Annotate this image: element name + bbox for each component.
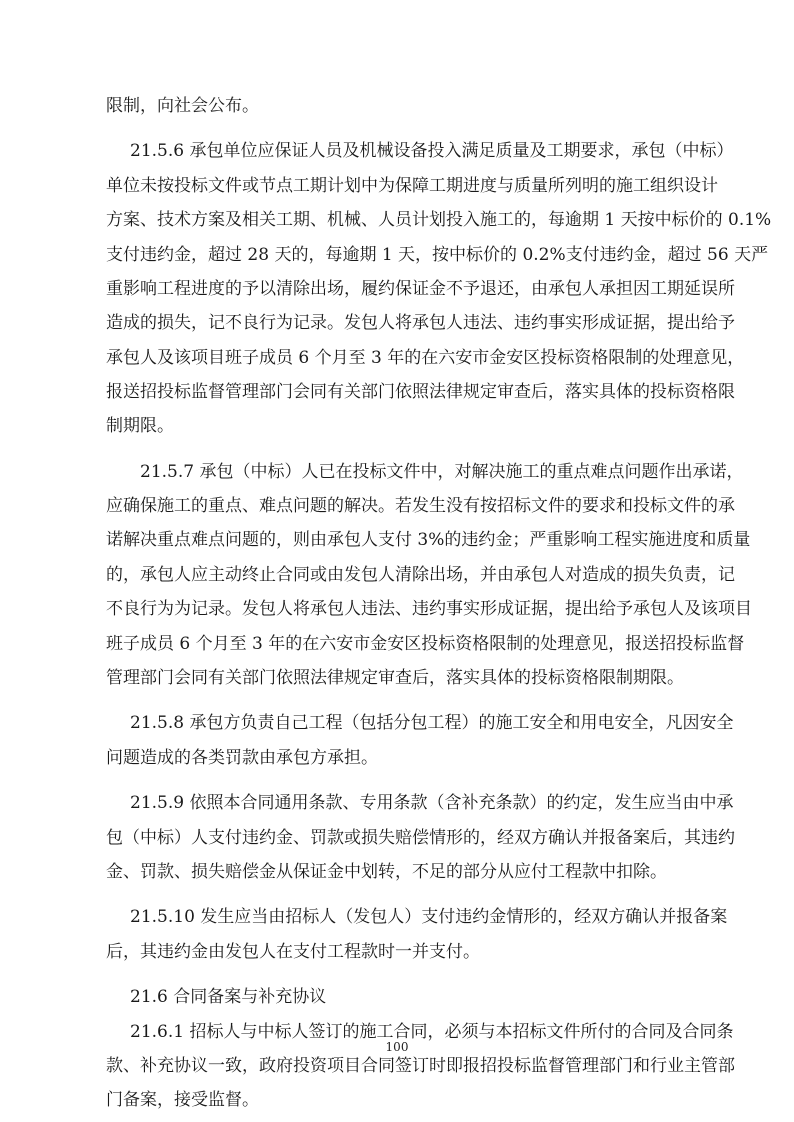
clause-21-5-7-line: 的，承包人应主动终止合同或由发包人清除出场，并由承包人对造成的损失负责，记 (106, 565, 735, 585)
clause-21-5-7-line: 班子成员 6 个月至 3 年的在六安市金安区投标资格限制的处理意见，报送招投标监督 (106, 634, 745, 654)
page-number: 100 (385, 1040, 409, 1054)
clause-21-5-10-line: 21.5.10 发生应当由招标人（发包人）支付违约金情形的，经双方确认并报备案 (130, 907, 728, 927)
clause-21-5-6-line: 造成的损失，记不良行为记录。发包人将承包人违法、违约事实形成证据，提出给予 (106, 313, 735, 333)
clause-21-5-7-line: 管理部门会同有关部门依照法律规定审查后，落实具体的投标资格限制期限。 (106, 668, 684, 688)
clause-21-5-7-line: 应确保施工的重点、难点问题的解决。若发生没有按招标文件的要求和投标文件的承 (106, 496, 735, 516)
clause-21-5-9-line: 包（中标）人支付违约金、罚款或损失赔偿情形的，经双方确认并报备案后，其违约 (106, 828, 735, 848)
clause-21-5-10-line: 后，其违约金由发包人在支付工程款时一并支付。 (106, 942, 480, 962)
clause-21-5-6-line: 方案、技术方案及相关工期、机械、人员计划投入施工的，每逾期 1 天按中标价的 0.1% (106, 210, 772, 230)
clause-21-5-9-line: 21.5.9 依照本合同通用条款、专用条款（含补充条款）的约定，发生应当由中承 (130, 793, 734, 813)
clause-21-5-6-line: 单位未按投标文件或节点工期计划中为保障工期进度与质量所列明的施工组织设计 (106, 176, 718, 196)
clause-21-6-1-line: 21.6.1 招标人与中标人签订的施工合同，必须与本招标文件所付的合同及合同条 (130, 1022, 734, 1042)
clause-21-6-1-line: 款、补充协议一致，政府投资项目合同签订时即报招投标监督管理部门和行业主管部 (106, 1056, 735, 1076)
clause-21-5-6-line: 制期限。 (106, 416, 174, 436)
clause-21-5-6-line: 重影响工程进度的予以清除出场，履约保证金不予退还，由承包人承担因工期延误所 (106, 279, 735, 299)
clause-21-5-6-line: 承包人及该项目班子成员 6 个月至 3 年的在六安市金安区投标资格限制的处理意见， (106, 348, 745, 368)
clause-21-5-9-line: 金、罚款、损失赔偿金从保证金中划转，不足的部分从应付工程款中扣除。 (106, 862, 667, 882)
clause-21-5-8-line: 21.5.8 承包方负责自己工程（包括分包工程）的施工安全和用电安全，凡因安全 (130, 713, 734, 733)
clause-21-5-7-line: 21.5.7 承包（中标）人已在投标文件中，对解决施工的重点难点问题作出承诺， (140, 462, 744, 482)
clause-21-5-7-line: 诺解决重点难点问题的，则由承包人支付 3%的违约金；严重影响工程实施进度和质量 (106, 530, 751, 550)
clause-21-6-1-line: 门备案，接受监督。 (106, 1090, 259, 1110)
clause-21-5-7-line: 不良行为为记录。发包人将承包人违法、违约事实形成证据，提出给予承包人及该项目 (106, 599, 752, 619)
clause-21-5-6-line: 报送招投标监督管理部门会同有关部门依照法律规定审查后，落实具体的投标资格限 (106, 382, 735, 402)
clause-21-5-8-line: 问题造成的各类罚款由承包方承担。 (106, 748, 378, 768)
text-line: 限制，向社会公布。 (106, 96, 259, 116)
section-heading-21-6: 21.6 合同备案与补充协议 (130, 987, 327, 1007)
clause-21-5-6-line: 21.5.6 承包单位应保证人员及机械设备投入满足质量及工期要求，承包（中标） (130, 141, 734, 161)
clause-21-5-6-line: 支付违约金，超过 28 天的，每逾期 1 天，按中标价的 0.2%支付违约金，超过 56 天严 (106, 245, 769, 265)
